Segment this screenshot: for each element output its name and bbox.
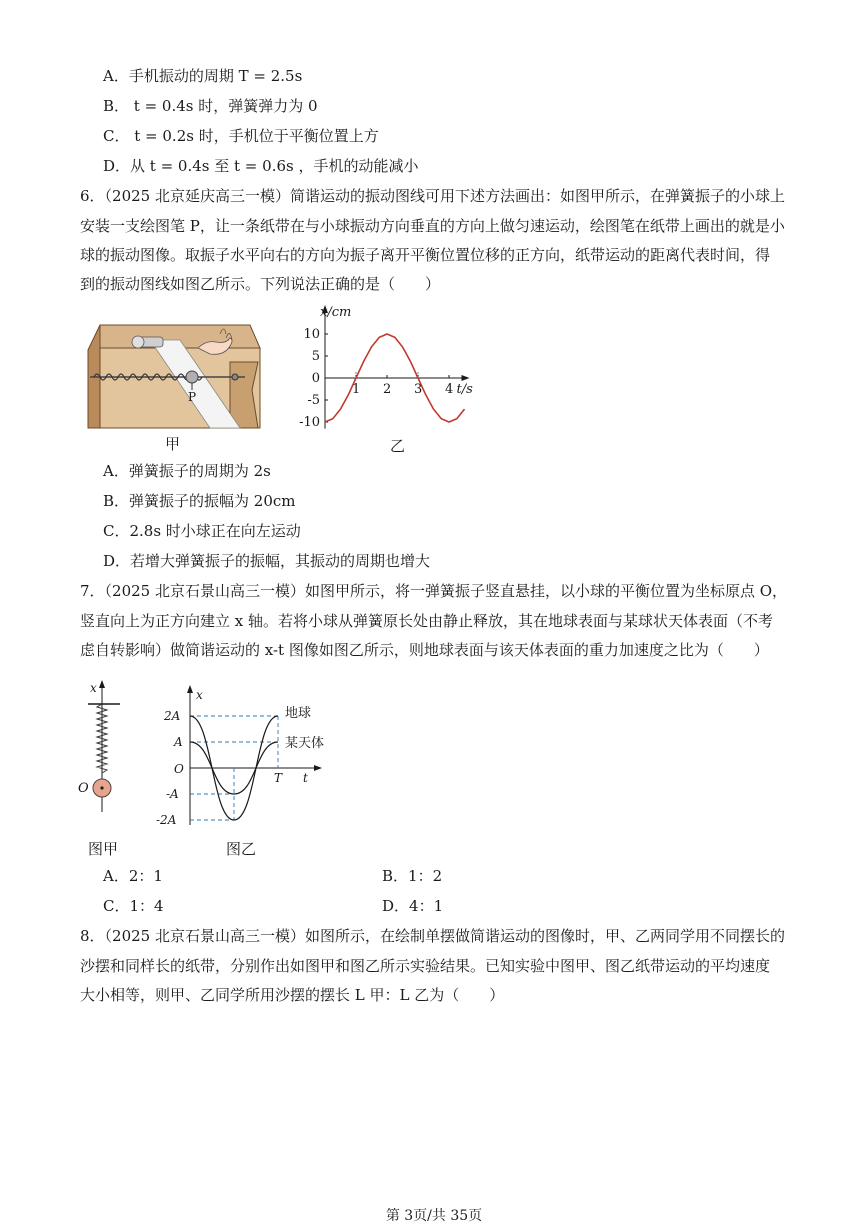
q6-figure-yi-caption: 乙: [390, 437, 406, 455]
y-tick-label: 0: [311, 371, 320, 386]
y-tick-label: 10: [303, 327, 320, 342]
origin-label: O: [174, 762, 184, 776]
q7-xt-graph: [150, 685, 350, 830]
y-tick-label: -5: [307, 393, 320, 408]
y-label-2a: 2A: [164, 709, 181, 723]
axis-label-x: x: [90, 681, 97, 695]
y-label-a: A: [174, 735, 183, 749]
y-label-neg-a: -A: [166, 787, 179, 801]
q7-stem-line: 虑自转影响）做简谐运动的 x-t 图像如图乙所示，则地球表面与该天体表面的重力加速度之比为（ ）: [80, 641, 769, 659]
q6-option-a: A．弹簧振子的周期为 2s: [103, 462, 271, 480]
q6-option-c: C．2.8s 时小球正在向左运动: [103, 522, 301, 540]
q6-option-b: B．弹簧振子的振幅为 20cm: [103, 492, 296, 510]
q6-option-d: D．若增大弹簧振子的振幅，其振动的周期也增大: [103, 552, 431, 570]
x-tick-label: 1: [352, 382, 361, 397]
q6-figure-jia-caption: 甲: [165, 435, 181, 453]
q8-stem-line: 沙摆和同样长的纸带，分别作出如图甲和图乙所示实验结果。已知实验中图甲、图乙纸带运动的平均速度: [80, 957, 771, 975]
axis-label-t: t: [303, 771, 308, 785]
axis-label-x: x: [196, 688, 203, 702]
label-p: P: [188, 390, 197, 404]
q5-option-b: B． t = 0.4s 时，弹簧弹力为 0: [103, 97, 318, 115]
q6-stem-line: 安装一支绘图笔 P，让一条纸带在与小球振动方向垂直的方向上做匀速运动，绘图笔在纸带上画出的就是小: [80, 217, 785, 235]
q7-stem-line: 7．（2025 北京石景山高三一模）如图甲所示，将一弹簧振子竖直悬挂，以小球的平衡位置为坐标原点 O，: [80, 582, 788, 600]
q5-option-d: D．从 t = 0.4s 至 t = 0.6s ，手机的动能减小: [103, 157, 419, 175]
chart-ylabel: x/cm: [320, 305, 352, 320]
page-footer: 第 3页/共 35页: [385, 1208, 483, 1224]
q8-stem-line: 大小相等，则甲、乙同学所用沙摆的摆长 L 甲：L 乙为（ ）: [80, 986, 505, 1004]
q7-option-d: D．4：1: [382, 897, 444, 915]
y-label-neg-2a: -2A: [156, 813, 177, 827]
origin-label: O: [78, 781, 89, 796]
q6-stem-line: 到的振动图线如图乙所示。下列说法正确的是（ ）: [80, 275, 441, 293]
chart-xlabel: t/s: [456, 382, 473, 397]
legend-earth: 地球: [285, 706, 312, 721]
x-tick-label: 4: [445, 382, 454, 397]
q6-apparatus-figure: [80, 320, 265, 432]
x-axis-arrow: [462, 375, 470, 381]
q8-stem-line: 8．（2025 北京石景山高三一模）如图所示，在绘制单摆做简谐运动的图像时，甲、乙两同学用不同摆长的: [80, 927, 785, 945]
q6-stem-line: 6．（2025 北京延庆高三一模）简谐运动的振动图线可用下述方法画出：如图甲所示，在弹簧振子的小球上: [80, 187, 785, 205]
q7-option-a: A．2：1: [103, 867, 163, 885]
q7-figure-yi-caption: 图乙: [226, 840, 257, 858]
q6-xt-chart: [290, 300, 495, 435]
x-tick-label: 3: [414, 382, 423, 397]
x-tick-label: 2: [383, 382, 392, 397]
y-tick-label: 5: [311, 349, 320, 364]
q5-option-a: A．手机振动的周期 T = 2.5s: [103, 67, 303, 85]
legend-body: 某天体: [285, 736, 325, 751]
q7-option-c: C．1：4: [103, 897, 164, 915]
q6-stem-line: 球的振动图像。取振子水平向右的方向为振子离开平衡位置位移的正方向，纸带运动的距离代表时间，得: [80, 246, 771, 264]
q5-option-c: C． t = 0.2s 时，手机位于平衡位置上方: [103, 127, 379, 145]
q7-spring-figure: [76, 680, 126, 820]
period-mark-t: T: [274, 771, 283, 785]
q7-option-b: B．1：2: [382, 867, 443, 885]
y-tick-label: -10: [299, 415, 320, 430]
q7-stem-line: 竖直向上为正方向建立 x 轴。若将小球从弹簧原长处由静止释放，其在地球表面与某球状天体表面（不考: [80, 612, 774, 630]
q7-figure-jia-caption: 图甲: [88, 840, 119, 858]
